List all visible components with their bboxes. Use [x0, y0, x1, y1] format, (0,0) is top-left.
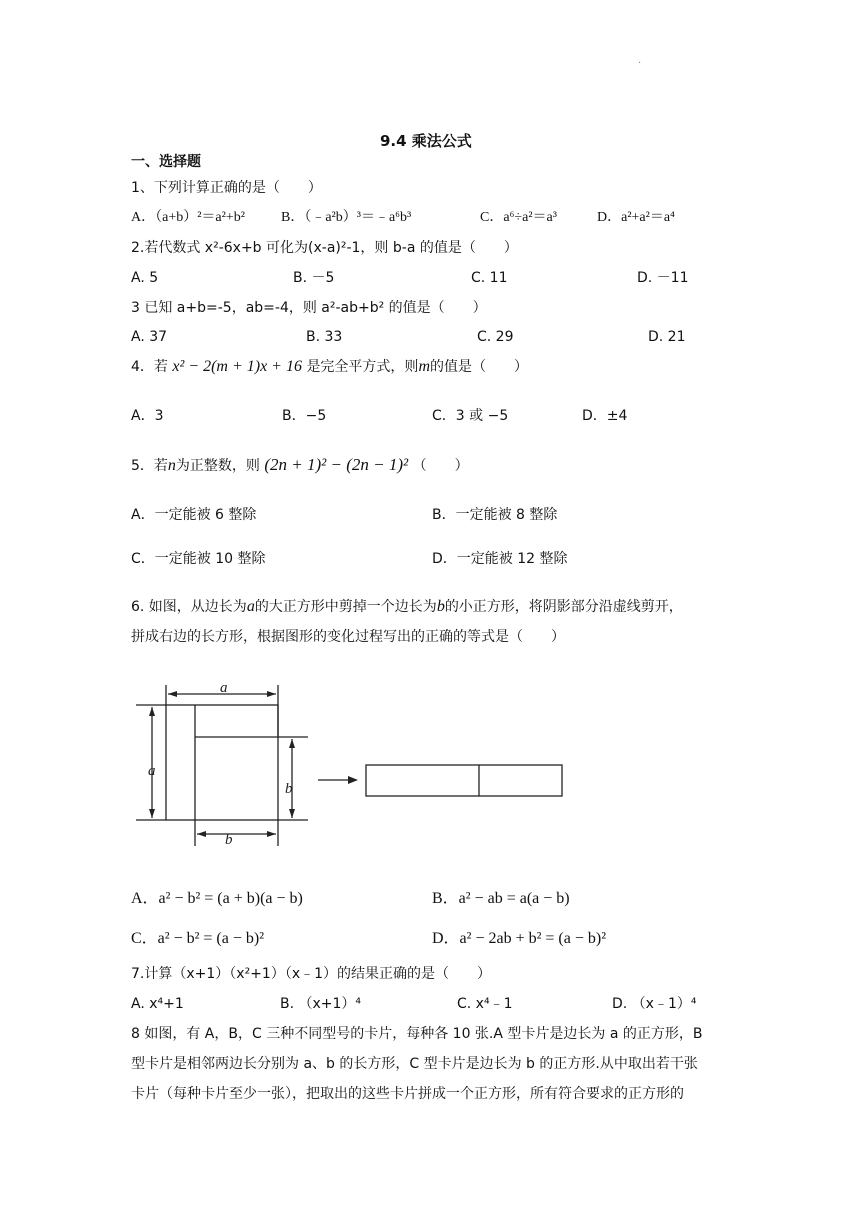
- section-heading: 一、选择题: [131, 154, 201, 170]
- q1-stem: 1、下列计算正确的是（ ）: [131, 180, 322, 196]
- q8-line2: 型卡片是相邻两边长分别为 a、b 的长方形，C 型卡片是边长为 b 的正方形.从中取出若干张: [131, 1056, 698, 1072]
- q4-option-b: B．−5: [282, 408, 327, 424]
- fig-label-a-left: a: [148, 763, 156, 779]
- q4-stem-mid: 是完全平方式，则: [306, 359, 419, 375]
- q6-stem-line2: 拼成右边的长方形，根据图形的变化过程写出的正确的等式是（ ）: [131, 629, 565, 645]
- q5-stem-post: （ ）: [412, 458, 469, 474]
- big-square: [166, 705, 278, 820]
- q6-figure: [130, 680, 580, 850]
- q4-stem-post: 的值是（ ）: [430, 359, 528, 375]
- q1-option-d: D．a²+a²＝a⁴: [597, 210, 675, 225]
- q5-option-a: A．一定能被 6 整除: [131, 507, 257, 523]
- q6-option-a: A．a² − b² = (a + b)(a − b): [131, 890, 303, 907]
- q6-option-c: C．a² − b² = (a − b)²: [131, 930, 264, 947]
- q3-option-a: A. 37: [131, 329, 168, 345]
- q3-option-b: B. 33: [306, 329, 343, 345]
- fig-label-a-top: a: [220, 680, 228, 696]
- q2-option-d: D. －11: [637, 270, 689, 286]
- q3-option-d: D. 21: [648, 329, 686, 345]
- q7-stem: 7.计算（x+1）（x²+1）（x﹣1）的结果正确的是（ ）: [131, 966, 492, 982]
- q5-option-b: B．一定能被 8 整除: [432, 507, 558, 523]
- q6-var-b: b: [436, 598, 445, 615]
- q4-option-d: D．±4: [582, 408, 628, 424]
- q6-option-d: D．a² − 2ab + b² = (a − b)²: [432, 930, 607, 947]
- q5-option-d: D．一定能被 12 整除: [432, 551, 568, 567]
- q6-line1-post: 的小正方形，将阴影部分沿虚线剪开，: [444, 599, 683, 615]
- q6-line1-mid: 的大正方形中剪掉一个边长为: [254, 599, 437, 615]
- q5-stem-pre: 5．若: [131, 458, 168, 474]
- q6-option-b: B．a² − ab = a(a − b): [432, 890, 570, 907]
- page-title: 9.4 乘法公式: [380, 132, 472, 150]
- q2-option-a: A. 5: [131, 270, 159, 286]
- q1-option-c: C．a⁶÷a²＝a³: [480, 210, 557, 225]
- q4-stem-pre: 4．若: [131, 359, 168, 375]
- q5-variable: n: [167, 457, 176, 474]
- q5-stem: [131, 455, 469, 476]
- q8-line1: 8 如图，有 A，B，C 三种不同型号的卡片，每种各 10 张.A 型卡片是边长为 a 的正方形，B: [131, 1026, 703, 1042]
- fig-label-b-right: b: [285, 781, 293, 797]
- q7-option-a: A. x⁴+1: [131, 996, 184, 1012]
- q4-option-c: C．3 或 −5: [432, 408, 509, 424]
- q5-option-c: C．一定能被 10 整除: [131, 551, 266, 567]
- q2-option-c: C. 11: [471, 270, 508, 286]
- q2-stem: 2.若代数式 x²-6x+b 可化为(x-a)²-1，则 b-a 的值是（ ）: [131, 240, 518, 256]
- q6-line1-pre: 6. 如图，从边长为: [131, 599, 247, 615]
- q4-stem: [131, 357, 528, 377]
- q5-stem-mid: 为正整数，则: [175, 458, 260, 474]
- result-rectangle: [366, 765, 562, 796]
- q7-option-b: B. （x+1）⁴: [280, 996, 362, 1012]
- fig-label-b-bottom: b: [225, 832, 233, 848]
- q4-expression: x² − 2(m + 1)x + 16: [172, 358, 302, 375]
- q3-stem: 3 已知 a+b=-5，ab=-4，则 a²-ab+b² 的值是（ ）: [131, 300, 487, 316]
- q4-variable: m: [418, 358, 430, 375]
- q5-expression: (2n + 1)² − (2n − 1)²: [264, 455, 409, 474]
- page-dot: ·: [638, 58, 642, 69]
- q1-option-a: A．（a+b）²＝a²+b²: [131, 210, 245, 225]
- q7-option-c: C. x⁴﹣1: [457, 996, 513, 1012]
- q7-option-d: D. （x﹣1）⁴: [612, 996, 697, 1012]
- q4-option-a: A．3: [131, 408, 164, 424]
- q8-line3: 卡片（每种卡片至少一张），把取出的这些卡片拼成一个正方形，所有符合要求的正方形的: [131, 1086, 684, 1102]
- q1-option-b: B．（﹣a²b）³＝﹣a⁶b³: [281, 210, 412, 225]
- q6-stem-line1: [131, 597, 683, 617]
- q2-option-b: B. －5: [293, 270, 335, 286]
- q3-option-c: C. 29: [477, 329, 514, 345]
- q6-var-a: a: [246, 598, 255, 615]
